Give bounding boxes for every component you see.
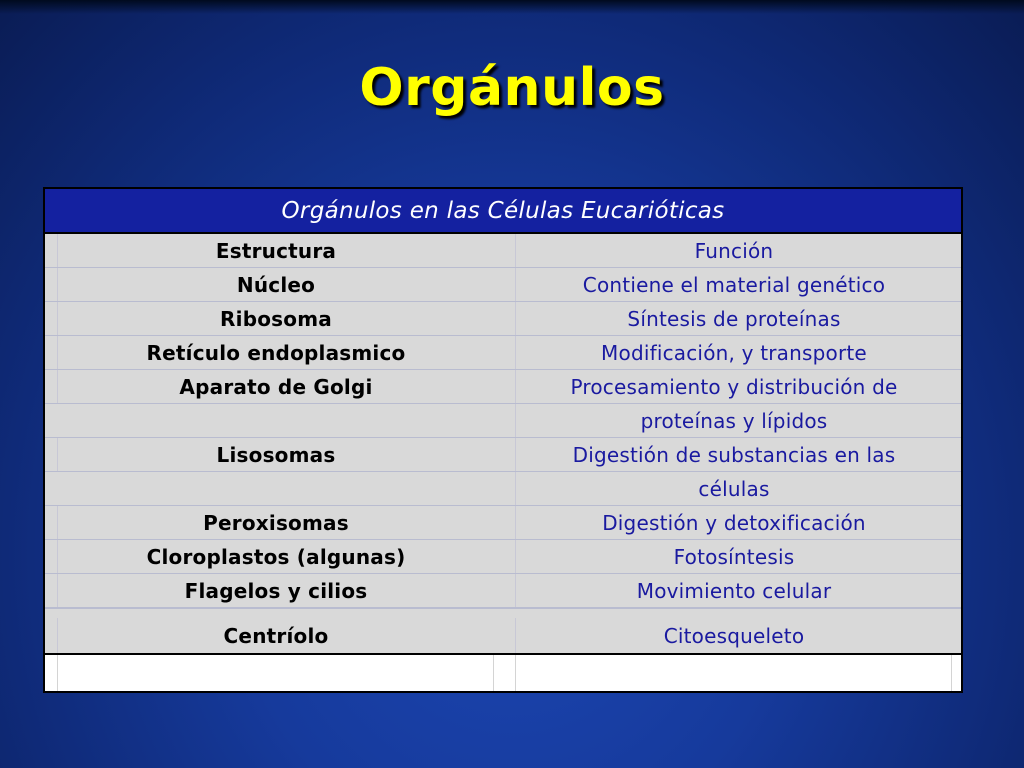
table-row <box>45 574 961 608</box>
cell-divider <box>951 655 952 691</box>
table-row <box>45 438 961 472</box>
cell-divider <box>515 655 516 691</box>
table-body <box>45 234 961 608</box>
structure-cell: Peroxisomas <box>57 506 494 539</box>
slide-title: Orgánulos <box>359 58 665 118</box>
table-row <box>45 336 961 370</box>
structure-cell: Flagelos y cilios <box>57 574 494 607</box>
top-band <box>0 0 1024 14</box>
table-row <box>45 618 961 653</box>
table-row <box>45 506 961 540</box>
table-header: Orgánulos en las Células Eucarióticas <box>45 189 961 234</box>
structure-cell <box>57 472 493 505</box>
structure-cell: Lisosomas <box>57 438 494 471</box>
column-header-funcion: Función <box>515 234 952 267</box>
function-cell: Digestión y detoxificación <box>515 506 952 539</box>
function-cell: células <box>515 472 952 505</box>
structure-cell: Retículo endoplasmico <box>57 336 494 369</box>
function-cell: Citoesqueleto <box>515 618 952 653</box>
table-row <box>45 268 961 302</box>
empty-row <box>45 653 961 691</box>
structure-cell: Aparato de Golgi <box>57 370 494 403</box>
column-header-estructura: Estructura <box>57 234 494 267</box>
function-cell: Contiene el material genético <box>515 268 952 301</box>
table-row <box>45 302 961 336</box>
cell-divider <box>57 655 58 691</box>
table-row <box>45 540 961 574</box>
function-cell: Procesamiento y distribución de <box>515 370 952 403</box>
structure-cell: Ribosoma <box>57 302 494 335</box>
function-cell: Fotosíntesis <box>515 540 952 573</box>
table-row <box>45 370 961 404</box>
organelle-table <box>43 187 963 693</box>
structure-cell: Centríolo <box>57 618 494 653</box>
function-cell: Modificación, y transporte <box>515 336 952 369</box>
cell-divider <box>493 655 494 691</box>
function-cell: Movimiento celular <box>515 574 952 607</box>
table-row <box>45 404 961 438</box>
function-cell: Síntesis de proteínas <box>515 302 952 335</box>
function-cell: proteínas y lípidos <box>515 404 952 437</box>
function-cell: Digestión de substancias en las <box>515 438 952 471</box>
structure-cell: Cloroplastos (algunas) <box>57 540 494 573</box>
structure-cell: Núcleo <box>57 268 494 301</box>
table-row-spacer <box>45 608 961 609</box>
table-column-header-row <box>45 234 961 268</box>
structure-cell <box>57 404 493 437</box>
table-row <box>45 472 961 506</box>
